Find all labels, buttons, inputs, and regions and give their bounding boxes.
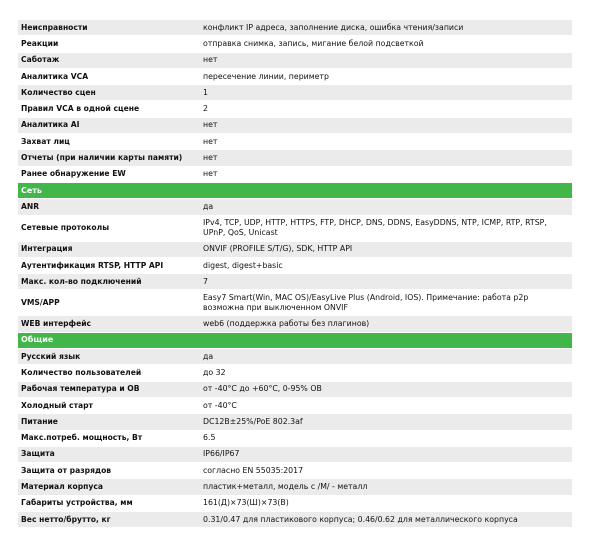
spec-key: Холодный старт: [18, 397, 200, 413]
spec-key: Сетевые протоколы: [18, 215, 200, 241]
spec-row: [18, 36, 572, 52]
spec-row: [18, 20, 572, 36]
spec-row: [18, 199, 572, 215]
spec-key: Аутентификация RTSP, HTTP API: [18, 257, 200, 273]
spec-row: [18, 381, 572, 397]
spec-key: Материал корпуса: [18, 479, 200, 495]
spec-key: Неисправности: [18, 20, 200, 36]
spec-key: Защита от разрядов: [18, 463, 200, 479]
spec-row: [18, 397, 572, 413]
spec-value: нет: [200, 52, 572, 68]
spec-row: [18, 274, 572, 290]
spec-key: Вес нетто/брутто, кг: [18, 512, 200, 528]
spec-key: Аналитика VCA: [18, 68, 200, 84]
spec-key: Рабочая температура и ОВ: [18, 381, 200, 397]
spec-value: нет: [200, 166, 572, 182]
spec-row: [18, 512, 572, 528]
section-header: [18, 332, 572, 348]
spec-key: Количество сцен: [18, 85, 200, 101]
spec-value: от -40°C: [200, 397, 572, 413]
spec-value: web6 (поддержка работы без плагинов): [200, 316, 572, 332]
spec-table: [18, 20, 572, 528]
spec-table-body: [18, 20, 572, 528]
spec-value: от -40°C до +60°C, 0-95% ОВ: [200, 381, 572, 397]
spec-row: [18, 495, 572, 511]
spec-value: нет: [200, 117, 572, 133]
spec-value: да: [200, 349, 572, 365]
spec-value: digest, digest+basic: [200, 257, 572, 273]
spec-value: конфликт IP адреса, заполнение диска, ошибка чтения/записи: [200, 20, 572, 36]
spec-key: Габариты устройства, мм: [18, 495, 200, 511]
spec-value: 2: [200, 101, 572, 117]
spec-row: [18, 117, 572, 133]
spec-row: [18, 463, 572, 479]
spec-key: Русский язык: [18, 349, 200, 365]
spec-value: согласно EN 55035:2017: [200, 463, 572, 479]
section-header: [18, 182, 572, 198]
spec-value: 1: [200, 85, 572, 101]
spec-row: [18, 349, 572, 365]
section-title: Общие: [18, 332, 572, 348]
spec-key: Защита: [18, 446, 200, 462]
spec-value: пластик+металл, модель с /M/ - металл: [200, 479, 572, 495]
spec-row: [18, 241, 572, 257]
spec-value: да: [200, 199, 572, 215]
spec-key: Количество пользователей: [18, 365, 200, 381]
spec-row: [18, 257, 572, 273]
spec-row: [18, 414, 572, 430]
spec-row: [18, 85, 572, 101]
spec-key: Захват лиц: [18, 134, 200, 150]
spec-row: [18, 52, 572, 68]
spec-value: 7: [200, 274, 572, 290]
spec-key: Правил VCA в одной сцене: [18, 101, 200, 117]
spec-key: Саботаж: [18, 52, 200, 68]
spec-key: Аналитика AI: [18, 117, 200, 133]
spec-value: 0.31/0.47 для пластикового корпуса; 0.46/0.62 для металлического корпуса: [200, 512, 572, 528]
spec-row: [18, 215, 572, 241]
spec-key: Реакции: [18, 36, 200, 52]
spec-key: Макс. кол-во подключений: [18, 274, 200, 290]
spec-row: [18, 134, 572, 150]
spec-row: [18, 166, 572, 182]
spec-value: 6.5: [200, 430, 572, 446]
spec-key: Макс.потреб. мощность, Вт: [18, 430, 200, 446]
spec-value: 161(Д)×73(Ш)×73(В): [200, 495, 572, 511]
spec-row: [18, 150, 572, 166]
spec-key: WEB интерфейс: [18, 316, 200, 332]
spec-row: [18, 101, 572, 117]
spec-row: [18, 68, 572, 84]
spec-value: нет: [200, 134, 572, 150]
spec-row: [18, 316, 572, 332]
spec-value: Easy7 Smart(Win, MAC OS)/EasyLive Plus (Android, IOS). Примечание: работа p2p возможна при выключенном ONVIF: [200, 290, 572, 316]
spec-value: IP66/IP67: [200, 446, 572, 462]
section-title: Сеть: [18, 182, 572, 198]
spec-row: [18, 479, 572, 495]
spec-key: Отчеты (при наличии карты памяти): [18, 150, 200, 166]
spec-key: Ранее обнаружение EW: [18, 166, 200, 182]
spec-row: [18, 290, 572, 316]
spec-key: Питание: [18, 414, 200, 430]
spec-value: пересечение линии, периметр: [200, 68, 572, 84]
spec-row: [18, 430, 572, 446]
spec-value: IPv4, TCP, UDP, HTTP, HTTPS, FTP, DHCP, DNS, DDNS, EasyDDNS, NTP, ICMP, RTP, RTSP, UPnP, QoS, Unicast: [200, 215, 572, 241]
spec-row: [18, 365, 572, 381]
spec-value: отправка снимка, запись, мигание белой подсветкой: [200, 36, 572, 52]
spec-value: до 32: [200, 365, 572, 381]
spec-key: ANR: [18, 199, 200, 215]
spec-key: Интеграция: [18, 241, 200, 257]
spec-row: [18, 446, 572, 462]
spec-value: DC12В±25%/PoE 802.3af: [200, 414, 572, 430]
spec-key: VMS/APP: [18, 290, 200, 316]
spec-value: нет: [200, 150, 572, 166]
spec-value: ONVIF (PROFILE S/T/G), SDK, HTTP API: [200, 241, 572, 257]
